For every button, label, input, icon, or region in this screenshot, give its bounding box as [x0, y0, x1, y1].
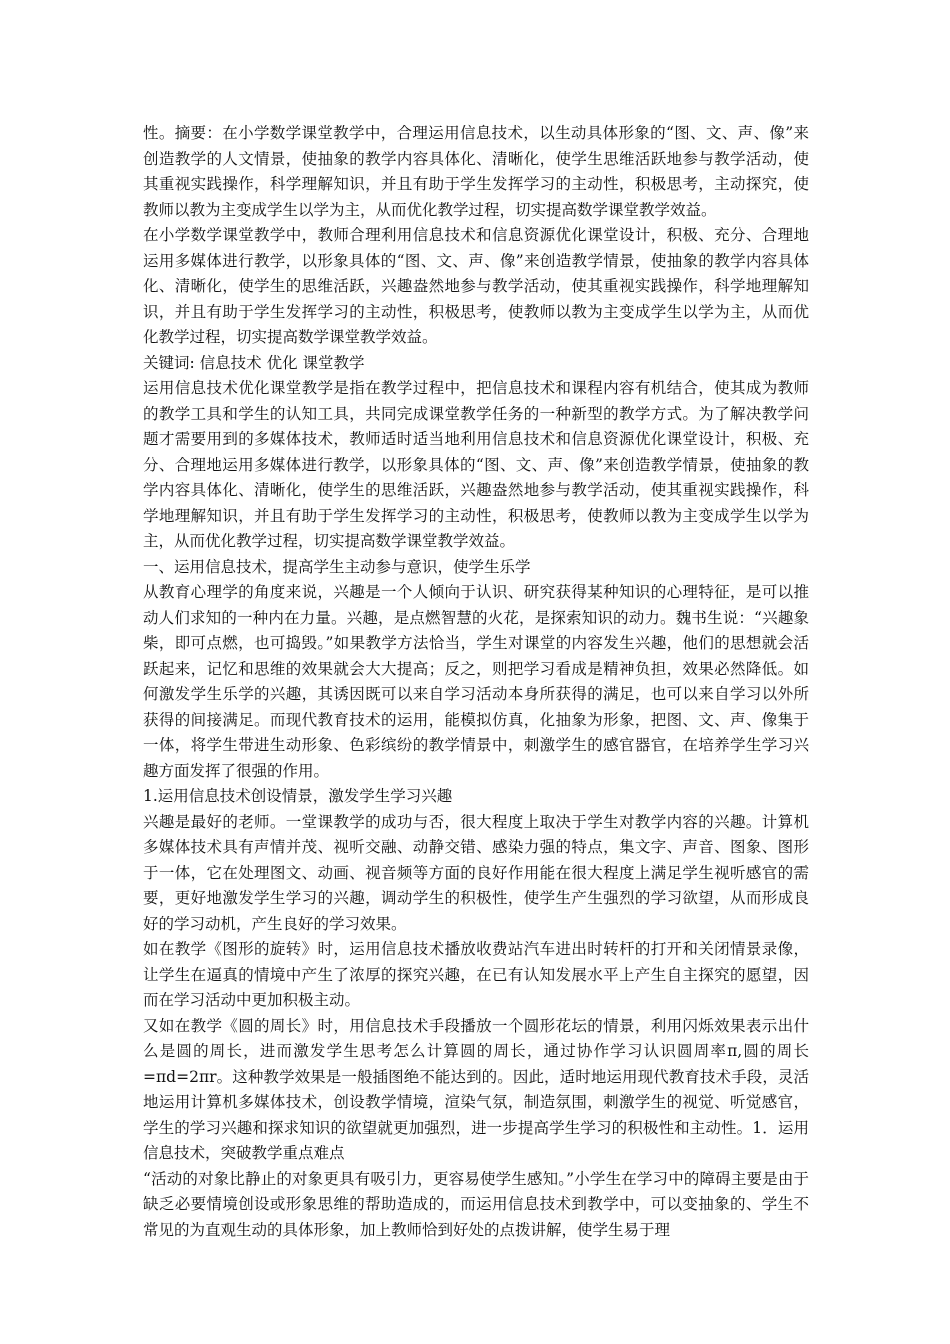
- body-paragraph: 兴趣是最好的老师。一堂课教学的成功与否，很大程度上取决于学生对教学内容的兴趣。计算机多媒体技术具有声情并茂、视听交融、动静交错、感染力强的特点，集文字、声音、图象、图形于一体，它在处理图文、动画、视音频等方面的良好作用能在很大程度上满足学生视听感官的需要，更好地激发学生学习的兴趣，调动学生的积极性，使学生产生强烈的学习欲望，从而形成良好的学习动机，产生良好的学习效果。: [143, 812, 809, 933]
- body-paragraph: 运用信息技术优化课堂教学是指在教学过程中，把信息技术和课程内容有机结合，使其成为教师的教学工具和学生的认知工具，共同完成课堂教学任务的一种新型的教学方式。为了解决教学问题才需要用到的多媒体技术，教师适时适当地利用信息技术和信息资源优化课堂设计，积极、充分、合理地运用多媒体进行教学，以形象具体的“图、文、声、像”来创造教学情景，使抽象的教学内容具体化、清晰化，使学生的思维活跃，兴趣盎然地参与教学活动，使其重视实践操作，科学地理解知识，并且有助于学生发挥学习的主动性，积极思考，使教师以教为主变成学生以学为主，从而优化教学过程，切实提高数学课堂教学效益。: [143, 379, 809, 550]
- document-page: [143, 121, 809, 1243]
- subsection-heading: 1.运用信息技术创设情景，激发学生学习兴趣: [143, 787, 453, 805]
- body-paragraph: “活动的对象比静止的对象更具有吸引力，更容易使学生感知。”小学生在学习中的障碍主要是由于缺乏必要情境创设或形象思维的帮助造成的，而运用信息技术到教学中，可以变抽象的、学生不常见的为直观生动的具体形象，加上教师恰到好处的点拨讲解，使学生易于理: [143, 1169, 809, 1239]
- body-paragraph: 从教育心理学的角度来说，兴趣是一个人倾向于认识、研究获得某种知识的心理特征，是可以推动人们求知的一种内在力量。兴趣，是点燃智慧的火花，是探索知识的动力。魏书生说：“兴趣象柴，即可点燃，也可捣毁。”如果教学方法恰当，学生对课堂的内容发生兴趣，他们的思想就会活跃起来，记忆和思维的效果就会大大提高；反之，则把学习看成是精神负担，效果必然降低。如何激发学生乐学的兴趣，其诱因既可以来自学习活动本身所获得的满足，也可以来自学习以外所获得的间接满足。而现代教育技术的运用，能模拟仿真，化抽象为形象，把图、文、声、像集于一体，将学生带进生动形象、色彩缤纷的教学情景中，刺激学生的感官器官，在培养学生学习兴趣方面发挥了很强的作用。: [143, 583, 809, 780]
- body-paragraph: 如在教学《图形的旋转》时，运用信息技术播放收费站汽车进出时转杆的打开和关闭情景录像，让学生在逼真的情境中产生了浓厚的探究兴趣，在已有认知发展水平上产生自主探究的愿望，因而在学习活动中更加积极主动。: [143, 940, 809, 1009]
- keywords-line: 关键词: 信息技术 优化 课堂教学: [143, 353, 365, 372]
- section-heading: 一、运用信息技术，提高学生主动参与意识，使学生乐学: [143, 557, 531, 576]
- body-paragraph: 又如在教学《圆的周长》时，用信息技术手段播放一个圆形花坛的情景，利用闪烁效果表示出什么是圆的周长，进而激发学生思考怎么计算圆的周长，通过协作学习认识圆周率π,圆的周长=πd=2πr。这种教学效果是一般插图绝不能达到的。因此，适时地运用现代教育技术手段，灵活地运用计算机多媒体技术，创设教学情境，渲染气氛，制造氛围，刺激学生的视觉、听觉感官，学生的学习兴趣和探求知识的欲望就更加强烈，进一步提高学生学习的积极性和主动性。1．运用信息技术，突破教学重点难点: [143, 1016, 809, 1162]
- intro-paragraph: 在小学数学课堂教学中，教师合理利用信息技术和信息资源优化课堂设计，积极、充分、合理地运用多媒体进行教学，以形象具体的“图、文、声、像”来创造教学情景，使抽象的教学内容具体化、清晰化，使学生的思维活跃，兴趣盎然地参与教学活动，使其重视实践操作，科学地理解知识，并且有助于学生发挥学习的主动性，积极思考，使教师以教为主变成学生以学为主，从而优化教学过程，切实提高数学课堂教学效益。: [143, 226, 809, 346]
- abstract-paragraph: 性。摘要：在小学数学课堂教学中，合理运用信息技术，以生动具体形象的“图、文、声、像”来创造教学的人文情景，使抽象的教学内容具体化、清晰化，使学生思维活跃地参与教学活动，使其重视实践操作，科学理解知识，并且有助于学生发挥学习的主动性，积极思考，主动探究，使教师以教为主变成学生以学为主，从而优化教学过程，切实提高数学课堂教学效益。: [143, 124, 809, 219]
